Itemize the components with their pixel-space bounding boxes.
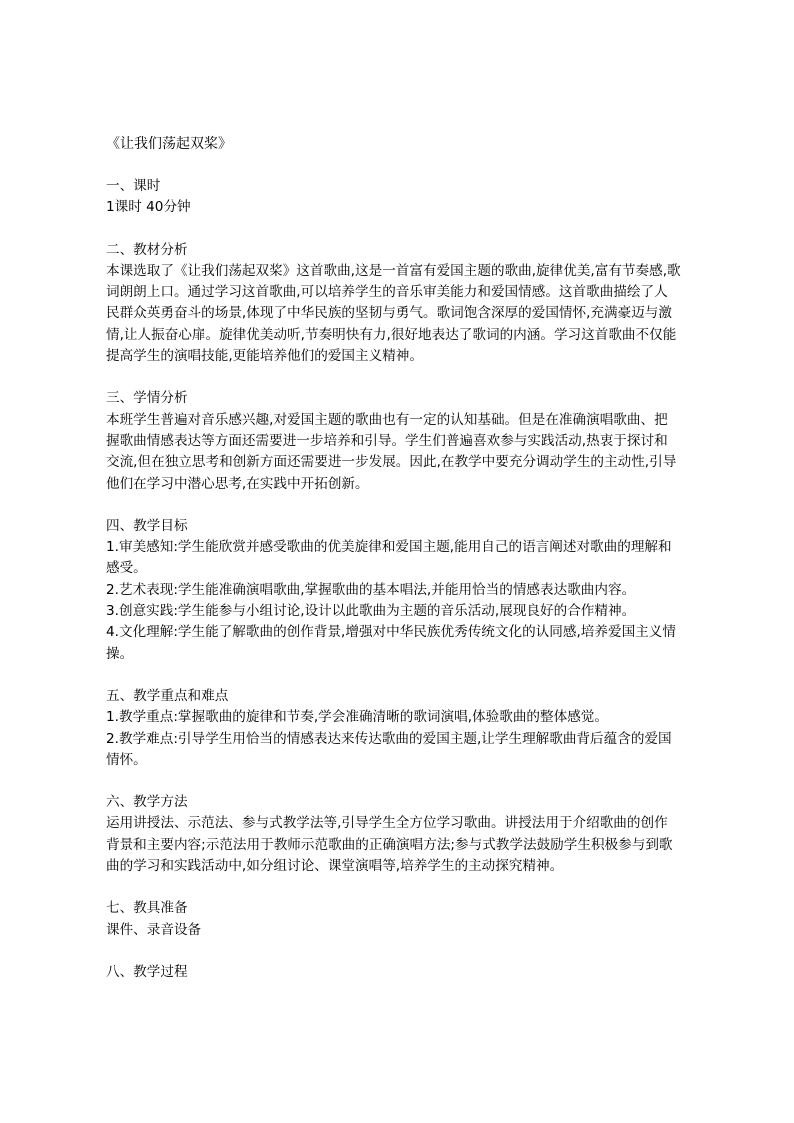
section-heading: 五、教学重点和难点: [106, 687, 229, 704]
paragraph-line: 课件、录音设备: [106, 921, 202, 938]
section-key-points: [106, 686, 690, 771]
section-heading: 八、教学过程: [106, 963, 188, 980]
section-heading: 二、教材分析: [106, 241, 188, 258]
paragraph-line: 提高学生的演唱技能,更能培养他们的爱国主义精神。: [106, 348, 423, 365]
document-page: [106, 134, 690, 983]
paragraph-line: 本班学生普遍对音乐感兴趣,对爱国主题的歌曲也有一定的认知基础。但是在准确演唱歌曲、把: [106, 411, 668, 428]
section-heading: 四、教学目标: [106, 517, 188, 534]
paragraph-line: 1.审美感知:学生能欣赏并感受歌曲的优美旋律和爱国主题,能用自己的语言阐述对歌曲的理解和: [106, 539, 672, 556]
paragraph-line: 1课时 40分钟: [106, 199, 191, 216]
paragraph-line: 操。: [106, 645, 134, 662]
paragraph-line: 握歌曲情感表达等方面还需要进一步培养和引导。学生们普遍喜欢参与实践活动,热衷于探讨和: [106, 432, 668, 449]
paragraph-line: 情怀。: [106, 751, 147, 768]
section-teaching-process: [106, 962, 690, 983]
paragraph-line: 4.文化理解:学生能了解歌曲的创作背景,增强对中华民族优秀传统文化的认同感,培养爱国主义情: [106, 624, 676, 641]
section-teaching-goals: [106, 516, 690, 665]
section-heading: 六、教学方法: [106, 794, 188, 811]
section-heading: 三、学情分析: [106, 390, 188, 407]
paragraph-line: 感受。: [106, 560, 147, 577]
paragraph-line: 本课选取了《让我们荡起双桨》这首歌曲,这是一首富有爱国主题的歌曲,旋律优美,富有节奏感,歌: [106, 262, 681, 279]
paragraph-line: 1.教学重点:掌握歌曲的旋律和节奏,学会准确清晰的歌词演唱,体验歌曲的整体感觉。: [106, 709, 608, 726]
section-student-analysis: [106, 388, 690, 494]
section-class-hours: [106, 176, 690, 219]
paragraph-line: 交流,但在独立思考和创新方面还需要进一步发展。因此,在教学中要充分调动学生的主动性,引导: [106, 454, 677, 471]
paragraph-line: 民群众英勇奋斗的场景,体现了中华民族的坚韧与勇气。歌词饱含深厚的爱国情怀,充满豪迈与激: [106, 305, 672, 322]
section-material-analysis: [106, 240, 690, 368]
paragraph-line: 他们在学习中潜心思考,在实践中开拓创新。: [106, 475, 369, 492]
paragraph-line: 运用讲授法、示范法、参与式教学法等,引导学生全方位学习歌曲。讲授法用于介绍歌曲的创作: [106, 815, 668, 832]
paragraph-line: 情,让人振奋心扉。旋律优美动听,节奏明快有力,很好地表达了歌词的内涵。学习这首歌曲不仅能: [106, 326, 677, 343]
section-teaching-methods: [106, 792, 690, 877]
section-heading: 一、课时: [106, 178, 161, 194]
paragraph-line: 背景和主要内容;示范法用于教师示范歌曲的正确演唱方法;参与式教学法鼓励学生积极参与到歌: [106, 836, 673, 853]
paragraph-line: 词朗朗上口。通过学习这首歌曲,可以培养学生的音乐审美能力和爱国情感。这首歌曲描绘了人: [106, 284, 668, 301]
paragraph-line: 3.创意实践:学生能参与小组讨论,设计以此歌曲为主题的音乐活动,展现良好的合作精神。: [106, 603, 636, 620]
paragraph-line: 曲的学习和实践活动中,如分组讨论、课堂演唱等,培养学生的主动探究精神。: [106, 858, 564, 875]
section-teaching-aids: [106, 898, 690, 941]
section-heading: 七、教具准备: [106, 900, 188, 917]
document-title: 《让我们荡起双桨》: [106, 136, 232, 152]
paragraph-line: 2.教学难点:引导学生用恰当的情感表达来传达歌曲的爱国主题,让学生理解歌曲背后蕴含的爱国: [106, 730, 672, 747]
paragraph-line: 2.艺术表现:学生能准确演唱歌曲,掌握歌曲的基本唱法,并能用恰当的情感表达歌曲内容。: [106, 581, 636, 598]
